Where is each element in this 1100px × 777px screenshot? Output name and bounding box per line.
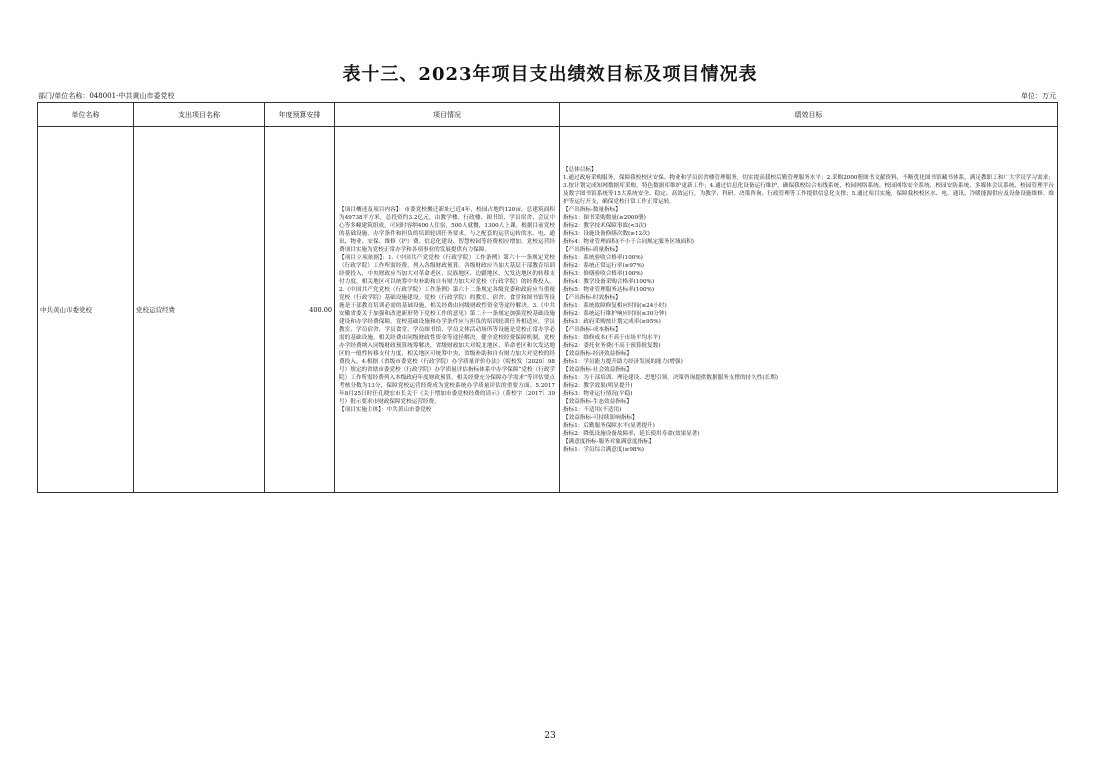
perf-line: 【效益指标-可持续影响指标】: [563, 414, 638, 421]
cell-performance: [560, 127, 1058, 493]
perf-line: 指标4：教学设备采购合格率(100%): [563, 278, 655, 285]
perf-line: 指标2：降低设施设备故障率，延长使用寿命(效果显著): [563, 430, 700, 437]
perf-line: 指标3：设施设备修缮次数(≥12次): [563, 230, 650, 237]
perf-line: 指标2：教学效果(明显提升): [563, 382, 633, 389]
info-executor: 【项目实施主体】：中共黄山市委党校: [339, 406, 432, 413]
department-label: 部门/单位名称：048001-中共黄山市委党校: [38, 92, 175, 100]
perf-line: 【产出指标-质量指标】: [563, 246, 621, 253]
header-project-name: 支出项目名称: [134, 103, 265, 127]
page-title: 表十三、2023年项目支出绩效目标及项目情况表: [342, 64, 758, 85]
perf-line: 指标3：修缮验收合格率(100%): [563, 270, 643, 277]
perf-overall-header: 【总体目标】: [563, 166, 597, 173]
perf-line: 【满意度指标-服务对象满意度指标】: [563, 438, 655, 445]
perf-line: 【产出指标-时效指标】: [563, 294, 621, 301]
perf-line: 指标1：学员综合满意度(≥98%): [563, 446, 644, 453]
perf-line: 指标1：系统验收合格率(100%): [563, 254, 643, 261]
perf-line: 指标3：物业运行情况(平稳): [563, 390, 633, 397]
perf-line: 指标2：教学技术保障事故(<3次): [563, 222, 647, 229]
perf-line: 指标1：图书采购数量(≥2000册): [563, 214, 646, 221]
perf-line: 指标2：委托业务费(不高于预算批复数): [563, 342, 661, 349]
perf-overall-text: 1.通过政府采购服务，保障我校校区安保、物业和学员宿舍楼管理服务，切实提高我校后勤管理服务水平；2.采购2000册图书文献资料，不断优化图书馆藏书体系，满足教职工和广大学员学习需求；3.按计划完成知网数据库采购，特色数据库维护更新工作；4.通过信息化设备运行维护，确保我校综合布线系统，校园网络系统、校园网络安全系统、校园安防系统、多媒体会议系统、校园管理平台及数字图书馆系统等15大系统安全、稳定、高效运行，为教学、科研、决策咨询、行政管理等工作提供信息化支撑；5.通过项目实施，保障我校校区水、电、通讯、冷暖能源供应及设备设施维修、维护等运行开支，确保党校日常工作正常运转。: [563, 174, 1054, 205]
header-budget: 年度预算安排: [265, 103, 335, 127]
perf-line: 【产出指标-成本指标】: [563, 326, 621, 333]
perf-line: 指标1：学员能力提升助力经济发展的能力(增强): [563, 358, 683, 365]
perf-line: 指标1：后勤服务保障水平(显著提升): [563, 422, 655, 429]
perf-line: 指标1：为干部培训、理论建设、思想引领、决策咨询提供数据服务支撑的持久性(长期): [563, 374, 778, 381]
perf-line: 指标1：不适用(不适用): [563, 406, 622, 413]
perf-line: 指标1：维修成本(不高于市场平均水平): [563, 334, 661, 341]
perf-line: 指标1：系统故障修复相应时间(≤24小时): [563, 302, 667, 309]
perf-line: 指标4：物业管理面积(不小于合同规定服务区域面积): [563, 238, 694, 245]
header-performance: 绩效目标: [560, 103, 1058, 127]
perf-line: 指标5：物业管理服务达标率(100%): [563, 286, 655, 293]
cell-project-info: [335, 127, 560, 493]
cell-budget: 400.00: [265, 127, 335, 493]
perf-line: 指标2：系统正常运行率(≥97%): [563, 262, 644, 269]
cell-unit-name: 中共黄山市委党校: [38, 127, 134, 493]
performance-table: [37, 102, 1058, 493]
table-row: [38, 127, 1058, 493]
table-header-row: [38, 103, 1058, 127]
info-basis: 【项目立项依据】：1.《中国共产党党校（行政学院）工作条例》第六十一条规定党校（行政学院）工作所需经费，列入各级财政预算。各级财政应当加大基层干部教育培训经费投入，中央财政应当加大对革命老区、民族地区、边疆地区、欠发达地区的转移支付力度，相关地区可以统筹中央补助和自有财力加大对党校（行政学院）的经费投入。2.《中国共产党党校（行政学院）工作条例》第六十二条规定各级党委和政府应当重视党校（行政学院）基础设施建设。党校（行政学院）的教室、宿舍、食堂和图书馆等设施是干部教育培训必需的基础设施，相关经费由同级财政性资金等途径解决。3.《中共安徽省委关于加强和改进新形势下党校工作的意见》第二十一条规定加强党校基础设施建设和办学经费保障。党校基础设施和办学条件应与担负的培训轮训任务相适应，学员教室、学员宿舍、学员食堂、学员图书馆、学员文体活动场所等设施是党校正常办学必需的基础设施，相关经费由同级财政性资金等途径解决。健全党校经费保障机制，党校办学经费纳入同级财政预算统筹解决，省级财政加大对皖北地区、革命老区和欠发达地区的一般性转移支付力度，相关地区可统筹中央、省级补助和自有财力加大对党校的经费投入。4.根据《省级市委党校（行政学院）办学质量评价办法》（皖校发〔2020〕98号）规定的省辖市委党校（行政学院）办学质量评估指标体系中办学保障“党校（行政学院）工作所需经费列入本级政府年度财政预算，相关经费充分保障办学需求”等评估要点考核分数为13分，保障党校运营经费成为党校系统办学质量评估的重要方面。5.2017年8月25日时任孔晓宏市长关于《关于增加市委党校经费的请示》（黄校字〔2017〕39号）批示要求市财政保障党校运营经费。: [339, 254, 555, 405]
perf-line: 指标3：政府采购按计划完成率(≥95%): [563, 318, 661, 325]
unit-label: 单位：万元: [1021, 92, 1056, 100]
cell-project-name: 党校运营经费: [134, 127, 265, 493]
header-project-info: 项目情况: [335, 103, 560, 127]
perf-line: 指标2：系统运行维护响应时间(≤30分钟): [563, 310, 667, 317]
perf-line: 【产出指标-数量指标】: [563, 206, 621, 213]
perf-line: 【效益指标-社会效益指标】: [563, 366, 633, 373]
perf-line: 【效益指标-生态效益指标】: [563, 398, 633, 405]
perf-line: 【效益指标-经济效益指标】: [563, 350, 633, 357]
info-overview: 【项目概述及项目内容】：市委党校搬迁新址已近4年，校园占地约120亩，总建筑面积为49738平方米，总投资约3.2亿元，由教学楼、行政楼、图书馆、学员宿舍、会议中心等多幢建筑组成，可同时容纳400人住宿，500人就餐，1300人上课。根据目前党校的基础设施、办学条件和担负的培训轮训任务要求，与之配套的运营运转的水、电、通讯、物业、安保、维修（护）费、信息化建设、智慧校园等经费相应增加。党校运营经费项目实施为党校正常办学和各项事业的发展提供有力保障。: [339, 206, 555, 253]
page-number: 23: [544, 731, 556, 741]
header-unit-name: 单位名称: [38, 103, 134, 127]
